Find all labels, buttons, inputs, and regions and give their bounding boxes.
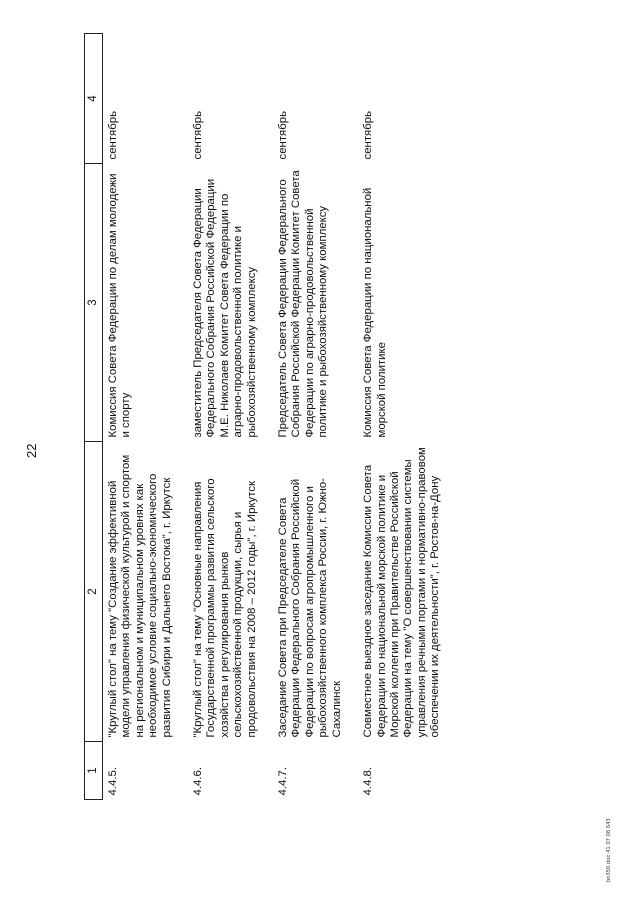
footer-code: bn359.doc 41 07 08 643 — [606, 818, 612, 882]
col-header-3: 3 — [85, 164, 103, 442]
event-description: "Круглый стол" на тему "Основные направления Государственной программы развития сельского хозяйства и регулирования рынков сельскохозяйственной продукции, сырья и продовольствия на 2008 – 2012 годы", г. Иркутск — [192, 478, 258, 738]
date: сентябрь — [192, 111, 205, 160]
responsible: Комиссия Совета Федерации по национальной морской политике — [362, 187, 388, 438]
row-number: 4.4.7. — [277, 767, 290, 796]
responsible: Комиссия Совета Федерации по делам молодежи и спорту — [107, 173, 133, 438]
header-row — [85, 34, 103, 800]
responsible: заместитель Председателя Совета Федерации Федерального Собрания Российской Федерации М.Е. Николаев Комитет Совета Федерации по аграрно-продовольственной политике и рыбохозяйственному комплексу — [192, 178, 258, 438]
table-row — [273, 34, 358, 800]
event-description: Совместное выездное заседание Комиссии Совета Федерации по национальной морской политике и Морской коллегии при Правительстве Российской Федерации на тему "О совершенствовании системы управления речными портами и нормативно-правовом обеспечении их деятельности", г. Ростов-на-Дону — [362, 447, 442, 738]
table-row — [358, 34, 456, 800]
table-row — [188, 34, 273, 800]
event-description: "Круглый стол" на тему "Создание эффективной модели управления физической культурой и спортом на региональном и муниципальном уровнях как необходимое условие социально-экономического развития Сибири и Дальнего Востока", г. Иркутск — [107, 454, 173, 738]
date: сентябрь — [362, 111, 375, 160]
date: сентябрь — [107, 111, 119, 160]
table-row — [103, 34, 189, 800]
row-number: 4.4.6. — [192, 767, 205, 796]
row-number: 4.4.5. — [107, 767, 119, 796]
page-number: 22 — [24, 443, 39, 458]
date: сентябрь — [277, 111, 290, 160]
event-description: Заседание Совета при Председателе Совета Федерации Федерального Собрания Российской Федерации по вопросам агропромышленного и рыбохозяйственного комплекса России, г. Южно-Сахалинск — [277, 477, 343, 738]
col-header-2: 2 — [85, 442, 103, 742]
col-header-1: 1 — [85, 742, 103, 800]
col-header-4: 4 — [85, 34, 103, 164]
responsible: Председатель Совета Федерации Федерального Собрания Российской Федерации Комитет Совета Федерации по аграрно-продовольственной политике и рыбохозяйственному комплексу — [277, 170, 330, 438]
events-table — [84, 33, 457, 800]
row-number: 4.4.8. — [362, 767, 375, 796]
